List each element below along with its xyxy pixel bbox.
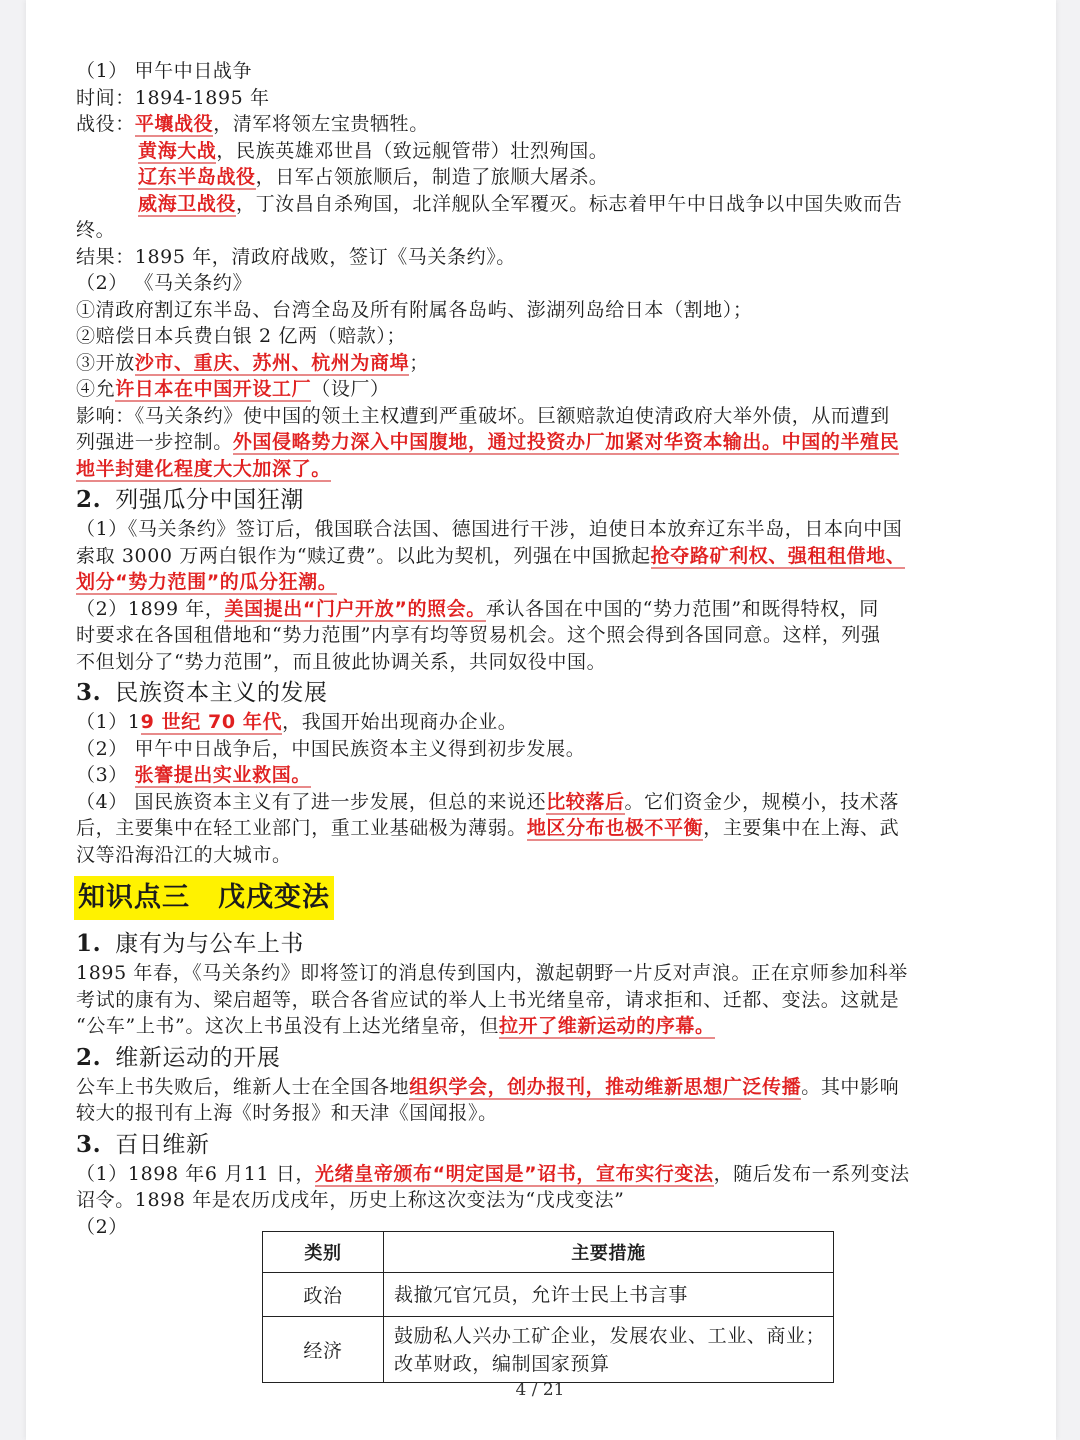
knowledge-point-heading [74,876,334,920]
battle-text: ，日军占领旅顺后，制造了旅顺大屠杀。 [255,166,609,188]
text: 承认各国在中国的“势力范围”和既得特权，同 [485,597,879,620]
highlight-text: 外国侵略势力深入中国腹地，通过投资办厂加紧对华资本输出。中国的半殖民 [232,431,900,453]
reform-measures-table [262,1231,834,1383]
war-result: 结果：1895 年，清政府战败，签订《马关条约》。 [76,245,516,268]
highlight-text: 比较落后 [546,790,625,813]
highlight-text: 划分“势力范围”的瓜分狂潮。 [76,571,338,593]
text: （2）1899 年， [76,597,225,620]
table-cell-category: 经济 [263,1317,384,1383]
text: （4） 国民族资本主义有了进一步发展，但总的来说还 [76,790,547,813]
text: 公车上书失败后，维新人士在全国各地 [76,1075,410,1098]
highlight-text: 组织学会，创办报刊，推动维新思想广泛传播 [409,1075,802,1098]
text: （1）1 [76,711,141,733]
battle-text: ，清军将领左宝贵牺牲。 [213,113,429,135]
text: （设厂） [311,378,390,400]
treaty-item [76,350,976,377]
text: （3） [76,764,135,786]
highlight-text: 拉开了维新运动的序幕。 [498,1015,715,1037]
war-title: （1） 甲午中日战争 [76,60,253,82]
highlight-text: 许日本在中国开设工厂 [115,378,312,400]
paragraph-line: （1）《马关条约》签订后，俄国联合法国、德国进行干涉，迫使日本放弃辽东半岛，日本向中国 [76,518,903,540]
highlight-text: 沙市、重庆、苏州、杭州为商埠 [134,351,410,374]
battle-text: ，丁汝昌自杀殉国，北洋舰队全军覆灭。标志着甲午中日战争以中国失败而告 [236,192,903,215]
battle-line [76,138,976,165]
treaty-item: ①清政府割辽东半岛、台湾全岛及所有附属各岛屿、澎湖列岛给日本（割地）； [76,298,753,321]
paragraph-line: 较大的报刊有上海《时务报》和天津《国闻报》。 [76,1102,498,1124]
text: ； [409,351,429,374]
battle-line [76,191,976,218]
highlight-battle: 黄海大战 [138,139,217,162]
section-number: 2. [76,486,102,513]
section-heading [76,484,976,516]
text: “公车”上书”。这次上书虽没有上达光绪皇帝，但 [76,1015,499,1037]
battle-line [76,164,976,191]
paragraph-line: 时要求在各国租借地和“势力范围”内享有均等贸易机会。这个照会得到各国同意。这样，列强 [76,624,881,646]
highlight-text: 地区分布也极不平衡 [526,817,704,839]
text: ③开放 [76,351,135,374]
text: 索取 3000 万两白银作为“赎辽费”。以此为契机，列强在中国掀起 [76,544,651,567]
highlight-text: 抢夺路矿利权、强租租借地、 [650,544,906,567]
text: 。它们资金少，规模小，技术落 [624,790,899,813]
paragraph-line [76,1074,976,1101]
section-number: 3. [76,1130,102,1158]
paragraph-line: 汉等沿海沿江的大城市。 [76,843,292,866]
section-title: 列强瓜分中国狂潮 [115,487,305,513]
section-title: 民族资本主义的发展 [115,680,328,706]
highlight-battle: 辽东半岛战役 [138,166,256,188]
paragraph-line: 诏令。1898 年是农历戊戌年，历史上称这次变法为“戊戌变法” [76,1189,625,1211]
paragraph-line [76,596,976,623]
page-content [76,58,976,1240]
measure-line: 裁撤冗官冗员，允许士民上书言事 [394,1283,689,1306]
table-row [263,1273,834,1317]
paragraph-line [76,815,976,842]
text: ④允 [76,378,116,400]
text: ，随后发布一系列变法 [713,1162,910,1185]
treaty-impact [76,429,976,456]
knowledge-title: 戊戌变法 [218,882,330,913]
table-row [263,1317,834,1383]
section-title: 百日维新 [115,1131,210,1158]
treaty-impact: 影响：《马关条约》使中国的领土主权遭到严重破坏。巨额赔款迫使清政府大举外债，从而遭到 [76,404,890,427]
highlight-text: 光绪皇帝颁布“明定国是”诏书，宣布实行变法 [315,1162,714,1185]
section-number: 1. [76,930,102,957]
section-heading [76,677,976,709]
measure-line: 改革财政，编制国家预算 [394,1352,610,1375]
table-cell-category: 政治 [263,1273,384,1317]
battle-text: ，民族英雄邓世昌（致远舰管带）壮烈殉国。 [216,139,609,162]
paragraph-line [76,569,976,596]
table-cell-measure [384,1317,834,1383]
paragraph-line [76,543,976,570]
section-title: 康有为与公车上书 [115,931,305,957]
paragraph-line [76,789,976,816]
treaty-item [76,376,976,403]
paragraph-line: （2） 甲午中日战争后，中国民族资本主义得到初步发展。 [76,737,586,760]
highlight-text: 张謇提出实业救国。 [134,764,311,786]
measure-line: 鼓励私人兴办工矿企业，发展农业、工业、商业； [394,1324,826,1347]
text: 列强进一步控制。 [76,431,233,453]
paragraph-line [76,1013,976,1040]
section-number: 3. [76,679,102,706]
section-heading [76,928,976,960]
table-header: 类别 [263,1232,384,1273]
treaty-impact [76,456,976,483]
paragraph-line [76,709,976,736]
page-number: 4 / 21 [515,1380,565,1400]
text: 后，主要集中在轻工业部门，重工业基础极为薄弱。 [76,817,527,839]
paragraph-line [76,762,976,789]
battle-continuation: 终。 [76,219,116,241]
table-header: 主要措施 [384,1232,834,1273]
section-heading [76,1129,976,1161]
paragraph-line: 1895 年春，《马关条约》即将签订的消息传到国内，激起朝野一片反对声浪。正在京师参加科举 [76,962,908,984]
text: （1）1898 年6 月11 日， [76,1162,316,1185]
table-header-row [263,1232,834,1273]
knowledge-label: 知识点三 [78,882,190,913]
paragraph-line: 不但划分了“势力范围”，而且彼此协调关系，共同奴役中国。 [76,650,607,673]
paragraph-line [76,1161,976,1188]
war-time: 时间：1894-1895 年 [76,86,270,109]
treaty-item: ②赔偿日本兵费白银 2 亿两（赔款）； [76,325,407,347]
highlight-text: 地半封建化程度大大加深了。 [76,457,331,480]
highlight-text: 9 世纪 70 年代 [140,711,283,733]
text: ，主要集中在上海、武 [703,817,900,839]
section-title: 维新运动的开展 [115,1044,281,1071]
text: 。其中影响 [801,1075,900,1098]
table-cell-measure [384,1273,834,1317]
battle-line [76,111,976,138]
text: ，我国开始出现商办企业。 [282,711,518,733]
highlight-battle: 威海卫战役 [138,192,237,215]
paragraph-line: （2） [76,1215,128,1238]
battles-label: 战役： [76,113,135,135]
section-heading [76,1042,976,1074]
highlight-text: 美国提出“门户开放”的照会。 [224,597,486,620]
section-number: 2. [76,1043,102,1071]
highlight-battle: 平壤战役 [134,113,214,135]
paragraph-line: 考试的康有为、梁启超等，联合各省应试的举人上书光绪皇帝，请求拒和、迁都、变法。这就是 [76,988,900,1011]
treaty-title: （2） 《马关条约》 [76,272,253,294]
